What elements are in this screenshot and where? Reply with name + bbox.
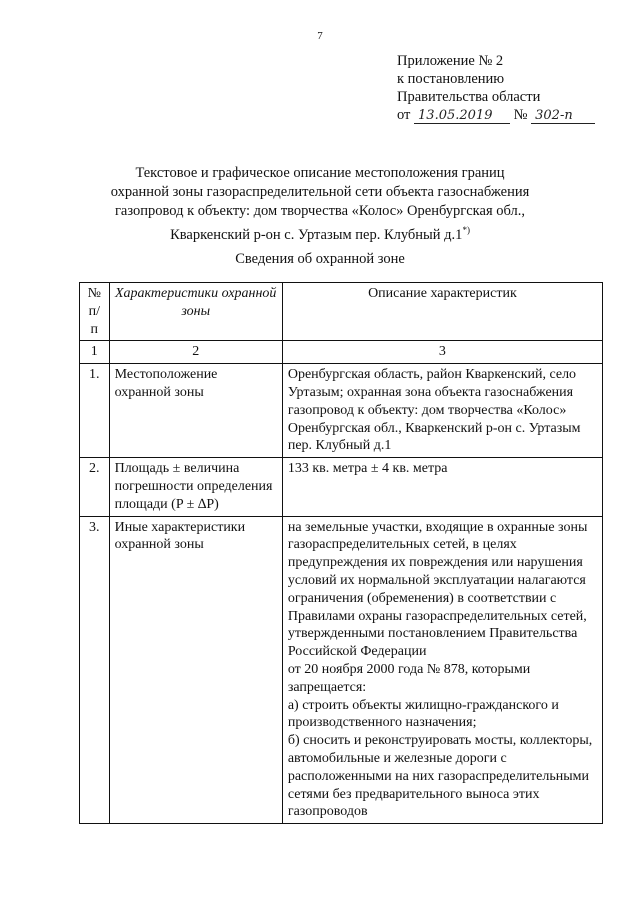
restriction-intro: на земельные участки, входящие в охранные зоны газораспределительных сетей, в целях предупреждения их повреждения или нарушения условий их нормальной эксплуатации налагаются ограничения (обременения) в соответствии с Правилами охраны газораспределительных сетей, утвержденными постановлением Правительства Российской Федерации bbox=[287, 519, 588, 660]
section-subtitle: Сведения об охранной зоне bbox=[235, 251, 405, 267]
handwritten-number: 302-п bbox=[531, 109, 595, 124]
title-line-1: Текстовое и графическое описание местоположения границ bbox=[135, 165, 505, 181]
table-row bbox=[80, 458, 603, 516]
restriction-decree-date: от 20 ноября 2000 года № 878, которыми запрещается: bbox=[287, 661, 531, 695]
index-cell-2: 2 bbox=[109, 341, 282, 364]
restriction-item-b: б) сносить и реконструировать мосты, коллекторы, автомобильные и железные дороги с расположенными на них газораспределительными сетями без предварительного выноса этих газопроводов bbox=[287, 733, 593, 820]
table-row bbox=[80, 516, 603, 824]
index-cell-1: 1 bbox=[80, 341, 110, 364]
restriction-item-a: а) строить объекты жилищно-гражданского и производственного назначения; bbox=[287, 697, 559, 731]
number-prefix: № bbox=[513, 107, 528, 123]
header-description: Описание характеристик bbox=[282, 283, 602, 341]
footnote-mark: *) bbox=[462, 225, 470, 235]
table-index-row bbox=[80, 341, 603, 364]
index-cell-3: 3 bbox=[282, 341, 602, 364]
title-line-2: охранной зоны газораспределительной сети объекта газоснабжения bbox=[110, 184, 530, 200]
header-number: № п/п bbox=[80, 283, 110, 341]
date-prefix: от bbox=[397, 107, 411, 123]
table-header-row bbox=[80, 283, 603, 341]
row-label: Местоположение охранной зоны bbox=[109, 364, 282, 458]
row-number: 2. bbox=[80, 458, 110, 516]
row-label: Иные характеристики охранной зоны bbox=[109, 516, 282, 824]
header-characteristics: Характеристики охранной зоны bbox=[109, 283, 282, 341]
document-title bbox=[60, 164, 580, 245]
appendix-reference: к постановлению bbox=[397, 71, 505, 87]
appendix-block bbox=[397, 52, 627, 124]
handwritten-date: 13.05.2019 bbox=[414, 109, 510, 124]
row-description: 133 кв. метра ± 4 кв. метра bbox=[282, 458, 602, 516]
row-label: Площадь ± величина погрешности определения площади (P ± ∆P) bbox=[109, 458, 282, 516]
zone-table bbox=[79, 282, 603, 824]
appendix-authority: Правительства области bbox=[397, 89, 541, 105]
row-number: 3. bbox=[80, 516, 110, 824]
table-row bbox=[80, 364, 603, 458]
title-line-4: Кваркенский р-он с. Уртазым пер. Клубный д.1 bbox=[170, 226, 463, 243]
title-line-3: газопровод к объекту: дом творчества «Колос» Оренбургская обл., bbox=[114, 203, 525, 219]
row-description bbox=[282, 516, 602, 824]
row-description: Оренбургская область, район Кваркенский, село Уртазым; охранная зона объекта газоснабжения газопровод к объекту: дом творчества «Колос» Оренбургская обл., Кваркенский р-он с. Уртазым пер. Клубный д.1 bbox=[282, 364, 602, 458]
page-number: 7 bbox=[317, 30, 323, 42]
appendix-title: Приложение № 2 bbox=[397, 53, 504, 69]
title-line-4-wrapper bbox=[60, 221, 580, 245]
appendix-date-number-line bbox=[397, 106, 627, 124]
row-number: 1. bbox=[80, 364, 110, 458]
